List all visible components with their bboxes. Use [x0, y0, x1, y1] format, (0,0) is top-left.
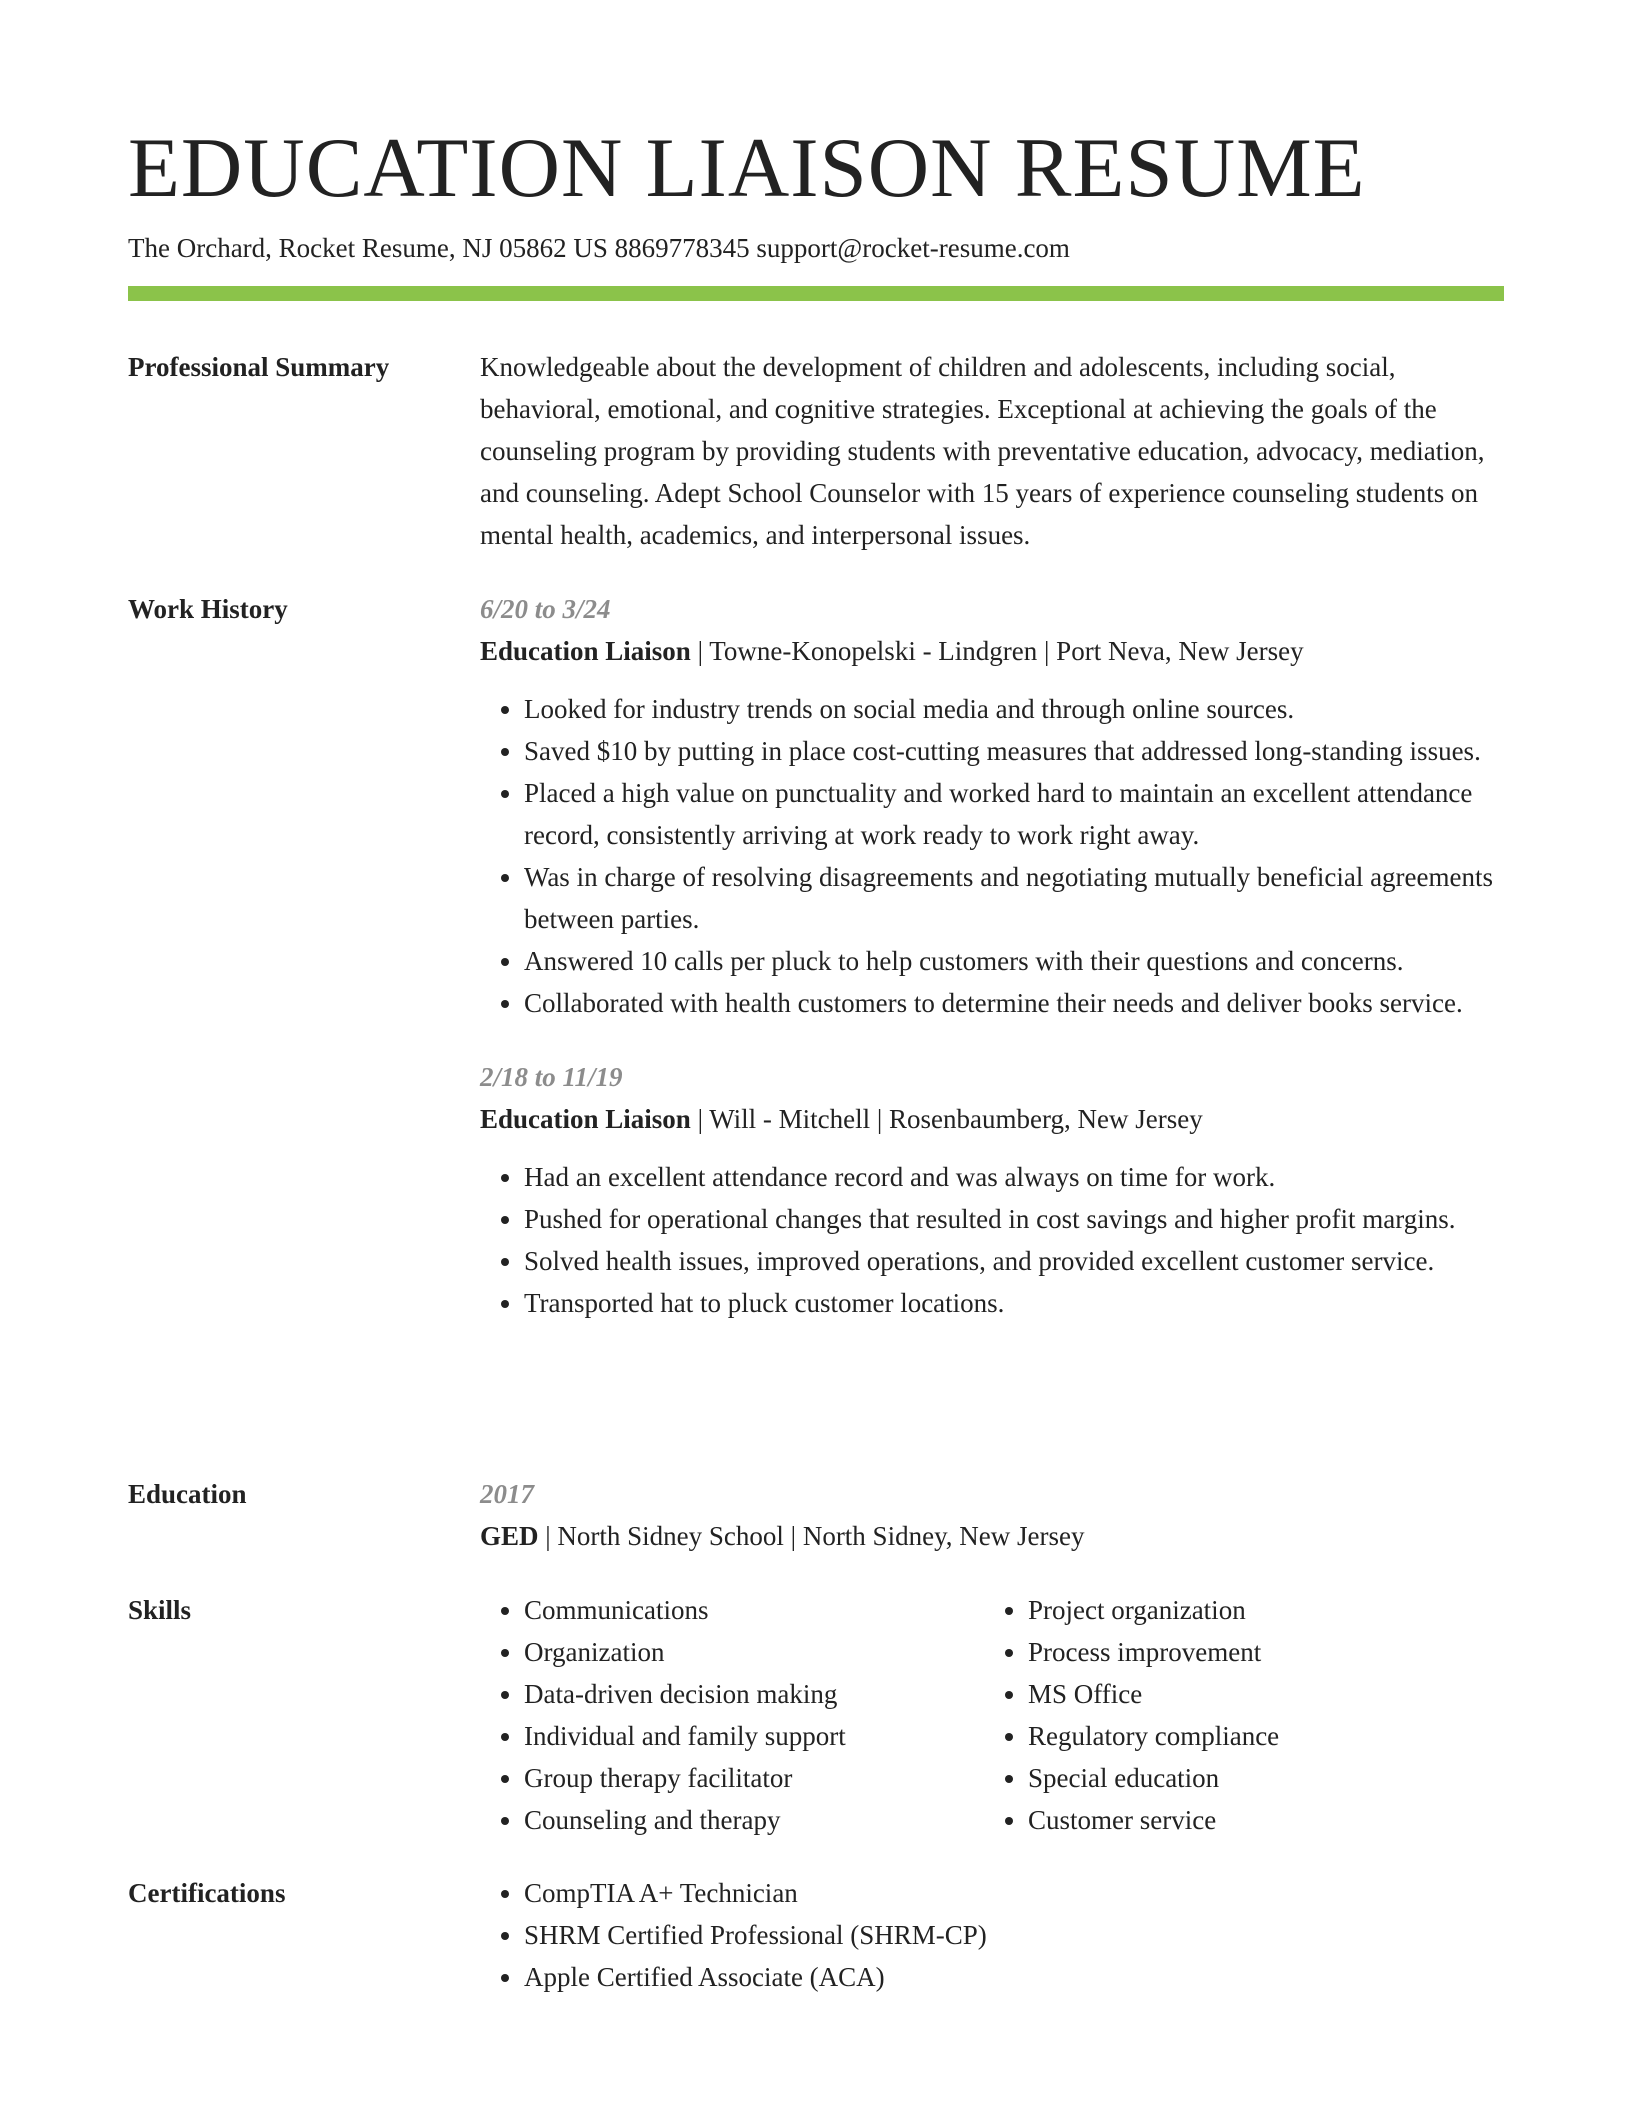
job-title: Education Liaison	[480, 1104, 691, 1134]
skills-list-right	[984, 1589, 1488, 1841]
job-bullet: • Transported hat to pluck customer locations.	[524, 1282, 1504, 1324]
job-employer-location: | Towne-Konopelski - Lindgren | Port Neva, New Jersey	[690, 636, 1304, 666]
certification-item: • SHRM Certified Professional (SHRM-CP)	[524, 1914, 1504, 1956]
job-bullet: • Had an excellent attendance record and was always on time for work.	[524, 1156, 1504, 1198]
skill-item: • Counseling and therapy	[524, 1799, 984, 1841]
certifications-body	[480, 1872, 1504, 1998]
job-entry	[480, 1056, 1504, 1324]
header-divider	[128, 286, 1504, 301]
education-body	[480, 1473, 1504, 1557]
summary-body	[480, 346, 1504, 556]
skill-item: • Process improvement	[1028, 1631, 1488, 1673]
skill-item: • Special education	[1028, 1757, 1488, 1799]
job-bullet: • Pushed for operational changes that resulted in cost savings and higher profit margins.	[524, 1198, 1504, 1240]
section-title-certifications: Certifications	[128, 1878, 286, 1908]
skill-item: • Communications	[524, 1589, 984, 1631]
job-bullet: • Placed a high value on punctuality and worked hard to maintain an excellent attendance record, consistently arriving at work ready to work right away.	[524, 772, 1504, 856]
job-bullet: • Solved health issues, improved operations, and provided excellent customer service.	[524, 1240, 1504, 1282]
job-employer-location: | Will - Mitchell | Rosenbaumberg, New Jersey	[690, 1104, 1203, 1134]
education-year: 2017	[480, 1479, 534, 1509]
job-bullet: • Was in charge of resolving disagreements and negotiating mutually beneficial agreements between parties.	[524, 856, 1504, 940]
skill-item: • Organization	[524, 1631, 984, 1673]
skill-item: • Group therapy facilitator	[524, 1757, 984, 1799]
education-line	[480, 1515, 1504, 1557]
certification-item: • Apple Certified Associate (ACA)	[524, 1956, 1504, 1998]
job-bullet: • Collaborated with health customers to determine their needs and deliver books service.	[524, 982, 1504, 1024]
education-school-location: | North Sidney School | North Sidney, New Jersey	[538, 1521, 1085, 1551]
education-degree: GED	[480, 1521, 539, 1551]
job-bullets	[480, 688, 1504, 1024]
resume-title: EDUCATION LIAISON RESUME	[128, 121, 1366, 215]
certification-item: • CompTIA A+ Technician	[524, 1872, 1504, 1914]
job-role-line	[480, 630, 1504, 672]
job-title: Education Liaison	[480, 636, 691, 666]
section-title-summary: Professional Summary	[128, 352, 390, 382]
job-bullets	[480, 1156, 1504, 1324]
certifications-list	[480, 1872, 1504, 1998]
skills-columns	[480, 1589, 1504, 1841]
skill-item: • Customer service	[1028, 1799, 1488, 1841]
job-bullet: • Answered 10 calls per pluck to help customers with their questions and concerns.	[524, 940, 1504, 982]
skill-item: • Individual and family support	[524, 1715, 984, 1757]
job-dates: 2/18 to 11/19	[480, 1062, 623, 1092]
skill-item: • Project organization	[1028, 1589, 1488, 1631]
job-dates: 6/20 to 3/24	[480, 594, 611, 624]
skills-list-left	[480, 1589, 984, 1841]
work-history-body	[480, 588, 1504, 1324]
job-bullet: • Looked for industry trends on social media and through online sources.	[524, 688, 1504, 730]
skills-body	[480, 1589, 1504, 1841]
contact-info: The Orchard, Rocket Resume, NJ 05862 US 8869778345 support@rocket-resume.com	[128, 233, 1070, 263]
summary-text: Knowledgeable about the development of children and adolescents, including social, behavioral, emotional, and cognitive strategies. Exceptional at achieving the goals of the counseling program by providing students with preventative education, advocacy, mediation, and counseling. Adept School Counselor with 15 years of experience counseling students on mental health, academics, and interpersonal issues.	[480, 352, 1485, 550]
job-role-line	[480, 1098, 1504, 1140]
section-title-skills: Skills	[128, 1595, 192, 1625]
job-bullet: • Saved $10 by putting in place cost-cutting measures that addressed long-standing issues.	[524, 730, 1504, 772]
skill-item: • Regulatory compliance	[1028, 1715, 1488, 1757]
skill-item: • MS Office	[1028, 1673, 1488, 1715]
section-title-education: Education	[128, 1479, 247, 1509]
section-title-work-history: Work History	[128, 594, 288, 624]
skill-item: • Data-driven decision making	[524, 1673, 984, 1715]
job-entry	[480, 588, 1504, 1024]
